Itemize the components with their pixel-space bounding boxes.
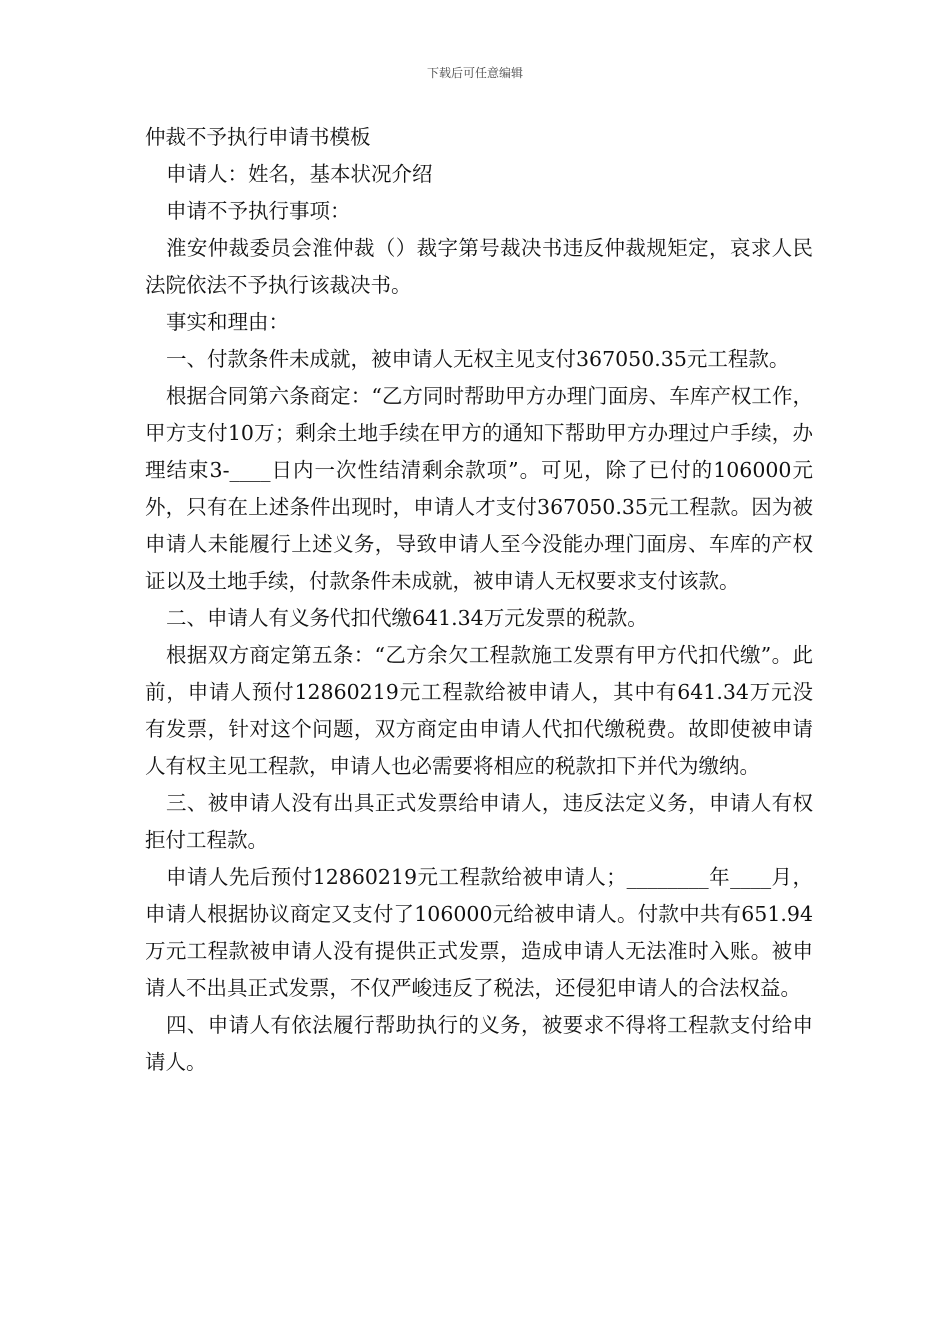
paragraph-request: 淮安仲裁委员会淮仲裁（）裁字第号裁决书违反仲裁规矩定，哀求人民法院依法不予执行该裁决书。	[145, 236, 813, 297]
document-body	[145, 119, 813, 1081]
paragraph-point-2: 二、申请人有义务代扣代缴641.34万元发票的税款。	[166, 606, 648, 630]
paragraph-point-2-body: 根据双方商定第五条：“乙方余欠工程款施工发票有甲方代扣代缴”。此前，申请人预付12860219元工程款给被申请人，其中有641.34万元没有发票，针对这个问题，双方商定由申请人代扣代缴税费。故即使被申请人有权主见工程款，申请人也必需要将相应的税款扣下并代为缴纳。	[145, 643, 813, 778]
document-title: 仲裁不予执行申请书模板	[145, 125, 371, 149]
paragraph-point-4: 四、申请人有依法履行帮助执行的义务，被要求不得将工程款支付给申请人。	[145, 1013, 813, 1074]
paragraph-point-3: 三、被申请人没有出具正式发票给申请人，违反法定义务，申请人有权拒付工程款。	[145, 791, 813, 852]
page-header: 下载后可任意编辑	[426, 66, 523, 80]
paragraph-point-3-body: 申请人先后预付12860219元工程款给被申请人；________年____月，申请人根据协议商定又支付了106000元给被申请人。付款中共有651.94万元工程款被申请人没有提供正式发票，造成申请人无法准时入账。被申请人不出具正式发票，不仅严峻违反了税法，还侵犯申请人的合法权益。	[145, 865, 813, 1000]
paragraph-applicant: 申请人：姓名，基本状况介绍	[166, 162, 433, 186]
paragraph-point-1-body: 根据合同第六条商定：“乙方同时帮助甲方办理门面房、车库产权工作，甲方支付10万；剩余土地手续在甲方的通知下帮助甲方办理过户手续，办理结束3-____日内一次性结清剩余款项”。可见，除了已付的106000元外，只有在上述条件出现时，申请人才支付367050.35元工程款。因为被申请人未能履行上述义务，导致申请人至今没能办理门面房、车库的产权证以及土地手续，付款条件未成就，被申请人无权要求支付该款。	[145, 384, 813, 593]
paragraph-request-heading: 申请不予执行事项：	[166, 199, 351, 223]
paragraph-point-1: 一、付款条件未成就，被申请人无权主见支付367050.35元工程款。	[166, 347, 790, 371]
paragraph-facts-heading: 事实和理由：	[166, 310, 289, 334]
